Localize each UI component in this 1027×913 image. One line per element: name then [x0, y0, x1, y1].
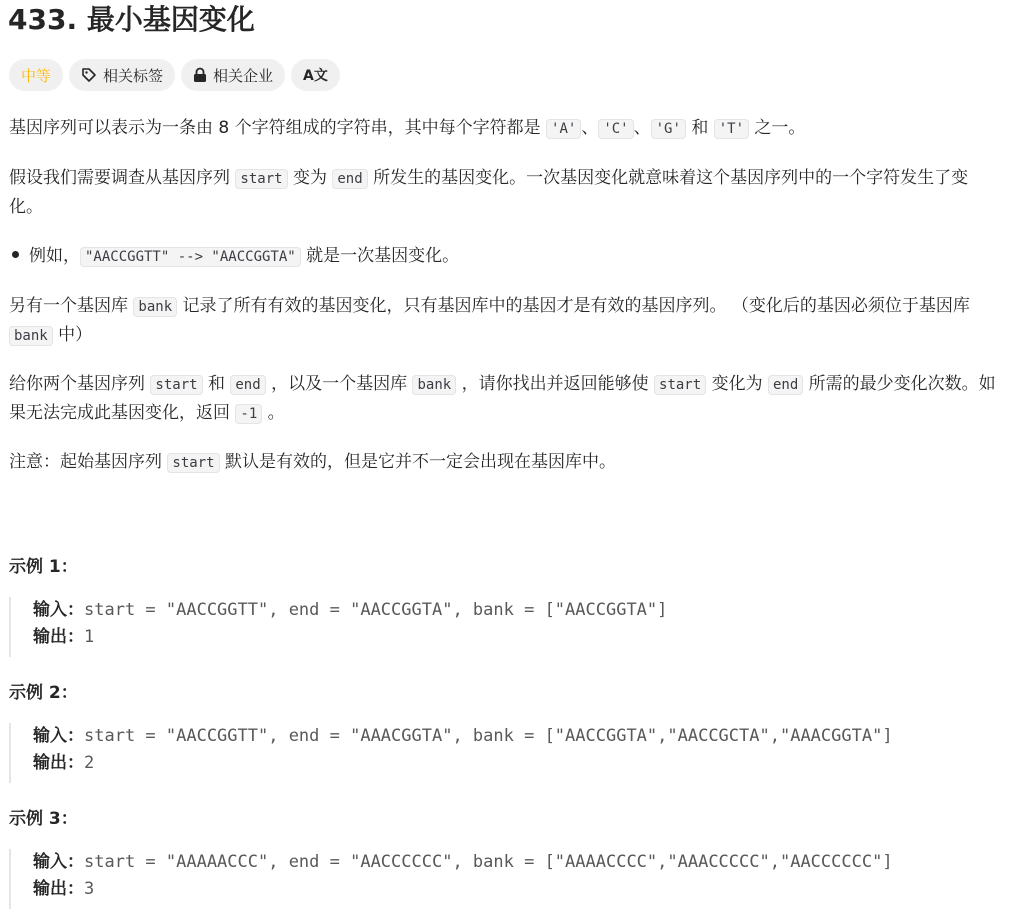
example-3-output: 3 — [84, 879, 95, 899]
related-companies-label: 相关企业 — [213, 66, 274, 85]
input-label: 输入： — [33, 726, 84, 746]
code-T: 'T' — [714, 119, 749, 139]
code-neg-one: -1 — [235, 404, 262, 424]
difficulty-badge: 中等 — [9, 59, 63, 91]
code-mutation: "AACCGGTT" --> "AACCGGTA" — [80, 247, 301, 267]
related-companies-button[interactable] — [181, 59, 285, 91]
input-label: 输入： — [33, 600, 84, 620]
code-C: 'C' — [598, 119, 633, 139]
related-tags-button[interactable] — [69, 59, 175, 91]
example-2-title: 示例 2： — [9, 683, 78, 703]
example-3-title: 示例 3： — [9, 809, 78, 829]
example-3-input: start = "AAAAACCC", end = "AACCCCCC", bank = ["AAAACCCC","AAACCCCC","AACCCCCC"] — [84, 852, 893, 872]
code-start: start — [167, 453, 219, 473]
description-paragraph-5: 注意：起始基因序列 start 默认是有效的，但是它并不一定会出现在基因库中。 — [9, 452, 616, 472]
example-2-block — [9, 723, 1009, 783]
example-bullet: 例如， "AACCGGTT" --> "AACCGGTA" 就是一次基因变化。 — [9, 242, 459, 271]
tag-icon — [81, 67, 97, 83]
code-bank: bank — [133, 297, 177, 317]
description-paragraph-4: 给你两个基因序列 start 和 end ，以及一个基因库 bank ，请你找出并返回能够使 start 变化为 end 所需的最少变化次数。如果无法完成此基因变化，返回 -1 。 — [9, 374, 996, 423]
lock-icon — [193, 67, 207, 83]
output-label: 输出： — [33, 879, 84, 899]
example-1-title: 示例 1： — [9, 557, 78, 577]
problem-title: 433. 最小基因变化 — [8, 3, 255, 36]
example-1-output: 1 — [84, 627, 95, 647]
output-label: 输出： — [33, 627, 84, 647]
code-start: start — [150, 375, 202, 395]
bullet-dot — [12, 251, 19, 258]
example-2-output: 2 — [84, 753, 95, 773]
code-G: 'G' — [651, 119, 686, 139]
description-paragraph-3: 另有一个基因库 bank 记录了所有有效的基因变化，只有基因库中的基因才是有效的基因序列。 （变化后的基因必须位于基因库 bank 中） — [9, 296, 970, 345]
code-end-2: end — [768, 375, 803, 395]
code-bank: bank — [412, 375, 456, 395]
code-end: end — [230, 375, 265, 395]
example-3-block — [9, 849, 1009, 909]
example-1-block — [9, 597, 1009, 657]
description-paragraph-1: 基因序列可以表示为一条由 8 个字符组成的字符串，其中每个字符都是 'A' 、 'C' 、 'G' 和 'T' 之一。 — [9, 118, 806, 138]
input-label: 输入： — [33, 852, 84, 872]
code-end: end — [332, 169, 367, 189]
example-1-input: start = "AACCGGTT", end = "AACCGGTA", bank = ["AACCGGTA"] — [84, 600, 668, 620]
tag-bar — [9, 59, 340, 91]
code-start: start — [235, 169, 287, 189]
example-2-input: start = "AACCGGTT", end = "AAACGGTA", bank = ["AACCGGTA","AACCGCTA","AAACGGTA"] — [84, 726, 893, 746]
code-bank-2: bank — [9, 326, 53, 346]
code-start-2: start — [654, 375, 706, 395]
related-tags-label: 相关标签 — [103, 66, 164, 85]
translate-button[interactable] — [291, 59, 340, 91]
translate-icon: A文 — [303, 68, 328, 84]
output-label: 输出： — [33, 753, 84, 773]
code-A: 'A' — [546, 119, 581, 139]
description-paragraph-2: 假设我们需要调查从基因序列 start 变为 end 所发生的基因变化。一次基因变化就意味着这个基因序列中的一个字符发生了变化。 — [9, 168, 969, 217]
